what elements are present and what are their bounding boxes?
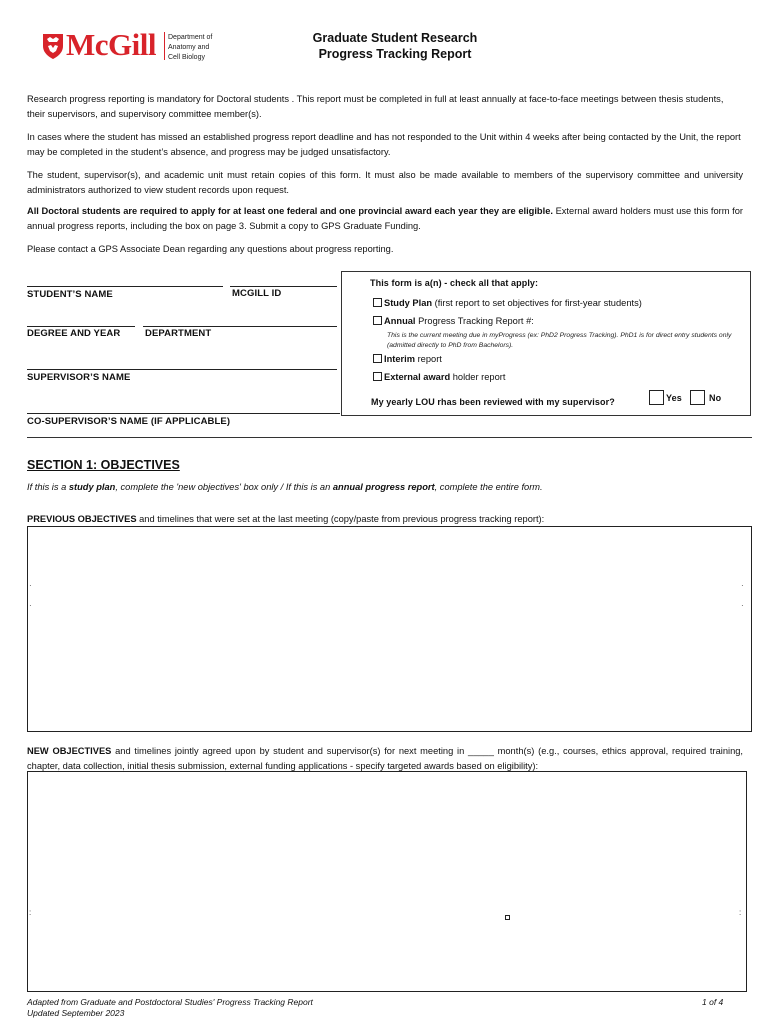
textbox-marker: : [739, 908, 742, 917]
mcgill-wordmark: McGill [66, 27, 156, 62]
section-1-instructions: If this is a study plan, complete the 'new objectives' box only / If this is an annual progress report, complete the entire form. [27, 482, 543, 492]
intro-paragraph-4: All Doctoral students are required to apply for at least one federal and one provincial award each year they are eligible. External award holders must use this form for annual progress reports, including the box on page 3. Submit a copy to GPS Graduate Funding. [27, 206, 743, 231]
annual-option[interactable]: Annual Progress Tracking Report #: [373, 315, 534, 328]
department-name: Department of Anatomy and Cell Biology [168, 34, 213, 61]
wordmark-divider [164, 32, 165, 60]
mcgill-id-label: MCGILL ID [232, 288, 282, 299]
supervisor-name-label: SUPERVISOR’S NAME [27, 372, 131, 383]
cosupervisor-name-label: CO-SUPERVISOR’S NAME (IF APPLICABLE) [27, 416, 231, 427]
intro-paragraph-3: The student, supervisor(s), and academic unit must retain copies of this form. It must also be made available to members of the supervisory committee and university administrators authorized to view student records upon request. [27, 170, 743, 195]
student-name-label: STUDENT’S NAME [27, 289, 113, 300]
lou-yes-label: Yes [666, 393, 682, 403]
cosupervisor-name-line[interactable] [27, 413, 340, 414]
textbox-marker: · [741, 601, 744, 610]
textbox-marker: · [29, 601, 32, 610]
footer-adapted: Adapted from Graduate and Postdoctoral Studies' Progress Tracking Report [27, 997, 313, 1007]
previous-objectives-textbox[interactable] [27, 526, 752, 732]
lou-question: My yearly LOU rhas been reviewed with my supervisor? [371, 397, 615, 407]
student-name-line[interactable] [27, 286, 223, 287]
degree-year-line[interactable] [27, 326, 135, 327]
department-line[interactable] [143, 326, 337, 327]
section-divider [27, 437, 752, 438]
intro-paragraph-1: Research progress reporting is mandatory for Doctoral students . This report must be completed in full at least annually at face-to-face meetings between thesis students, their supervisors, and supervisory committee member(s). [27, 94, 724, 119]
lou-yes-checkbox[interactable] [649, 390, 664, 405]
supervisor-name-line[interactable] [27, 369, 337, 370]
previous-objectives-label: PREVIOUS OBJECTIVES and timelines that were set at the last meeting (copy/paste from previous progress tracking report): [27, 514, 545, 524]
interim-checkbox[interactable] [373, 354, 382, 363]
external-award-option[interactable]: External award holder report [373, 371, 505, 384]
page-number: 1 of 4 [702, 997, 724, 1007]
interim-option[interactable]: Interim report [373, 353, 442, 366]
footer-updated: Updated September 2023 [27, 1008, 125, 1018]
degree-year-label: DEGREE AND YEAR [27, 328, 121, 339]
lou-no-label: No [709, 393, 722, 403]
new-objectives-textbox[interactable] [27, 771, 747, 992]
mcgill-crest-icon [42, 32, 64, 60]
external-award-checkbox[interactable] [373, 372, 382, 381]
mcgill-id-line[interactable] [230, 286, 337, 287]
textbox-marker: · [741, 581, 744, 590]
form-type-heading: This form is a(n) - check all that apply: [370, 278, 539, 288]
department-label: DEPARTMENT [145, 328, 212, 339]
intro-paragraph-2: In cases where the student has missed an established progress report deadline and has not responded to the Unit within 4 weeks after being contacted by the Unit, the report may be completed in the student’s absence, and progress may be judged unsatisfactory. [27, 132, 741, 157]
document-title: Graduate Student Research Progress Tracking Report [312, 31, 478, 61]
new-objectives-label: NEW OBJECTIVES and timelines jointly agreed upon by student and supervisor(s) for next meeting in _____ month(s) (e.g., courses, ethics approval, required training, chapter, data collection, initial thesis submission, external funding applications - specify targeted awards based on eligibility): [27, 746, 743, 771]
annual-checkbox[interactable] [373, 316, 382, 325]
textbox-marker: : [29, 908, 32, 917]
textbox-marker: · [29, 581, 32, 590]
study-plan-option[interactable]: Study Plan (first report to set objectives for first-year students) [373, 297, 642, 310]
study-plan-checkbox[interactable] [373, 298, 382, 307]
annual-note: This is the current meeting due in myProgress (ex: PhD2 Progress Tracking). PhD1 is for direct entry students only (admitted directly to PhD from Bachelors). [387, 332, 732, 349]
section-1-title: SECTION 1: OBJECTIVES [27, 458, 180, 472]
lou-no-checkbox[interactable] [690, 390, 705, 405]
textbox-resize-handle[interactable] [505, 915, 510, 920]
intro-paragraph-5: Please contact a GPS Associate Dean regarding any questions about progress reporting. [27, 244, 394, 254]
